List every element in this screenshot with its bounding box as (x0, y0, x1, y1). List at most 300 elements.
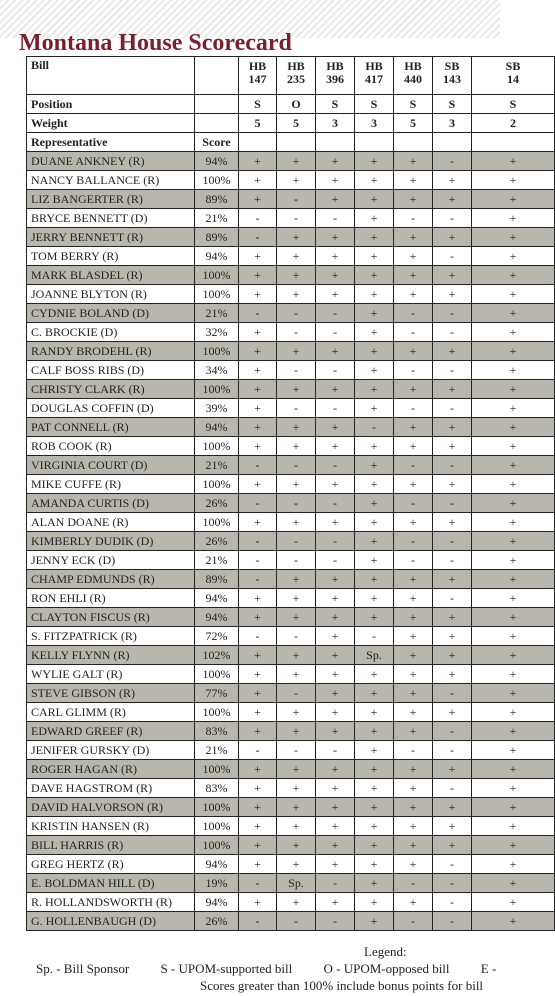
vote-cell: - (316, 532, 355, 551)
vote-cell: + (355, 589, 394, 608)
vote-cell: - (433, 874, 472, 893)
vote-cell: + (433, 646, 472, 665)
column-header-empty (239, 133, 277, 152)
weight-label: Weight (27, 114, 195, 133)
score-cell: 26% (195, 912, 239, 931)
representative-name: CHAMP EDMUNDS (R) (27, 570, 195, 589)
vote-cell: + (239, 760, 277, 779)
vote-cell: - (316, 551, 355, 570)
vote-cell: + (472, 418, 555, 437)
vote-cell: - (433, 361, 472, 380)
vote-cell: - (433, 247, 472, 266)
vote-cell: + (433, 285, 472, 304)
vote-cell: + (277, 475, 316, 494)
vote-cell: + (433, 228, 472, 247)
vote-cell: - (433, 855, 472, 874)
table-row (27, 323, 555, 342)
vote-cell: + (394, 342, 433, 361)
vote-cell: + (394, 171, 433, 190)
legend-item: S - UPOM-supported bill (160, 961, 293, 976)
vote-cell: - (316, 456, 355, 475)
scorecard-table (26, 56, 555, 931)
vote-cell: + (355, 285, 394, 304)
vote-cell: - (239, 627, 277, 646)
bill-score-spacer (195, 57, 239, 95)
vote-cell: + (277, 779, 316, 798)
vote-cell: + (472, 323, 555, 342)
vote-cell: + (239, 190, 277, 209)
vote-cell: + (239, 646, 277, 665)
representative-name: BRYCE BENNETT (D) (27, 209, 195, 228)
representative-name: DUANE ANKNEY (R) (27, 152, 195, 171)
score-cell: 94% (195, 418, 239, 437)
bill-id-cell (394, 57, 433, 95)
legend-note: Scores greater than 100% include bonus points for bill (200, 978, 484, 993)
bill-prefix: HB (404, 59, 422, 73)
vote-cell: - (239, 494, 277, 513)
table-row (27, 760, 555, 779)
score-cell: 94% (195, 247, 239, 266)
vote-cell: - (239, 456, 277, 475)
vote-cell: - (394, 532, 433, 551)
vote-cell: + (355, 266, 394, 285)
vote-cell: + (472, 874, 555, 893)
vote-cell: + (277, 570, 316, 589)
vote-cell: + (277, 855, 316, 874)
vote-cell: + (394, 836, 433, 855)
representative-name: JENIFER GURSKY (D) (27, 741, 195, 760)
vote-cell: - (316, 399, 355, 418)
vote-cell: + (355, 570, 394, 589)
vote-cell: - (277, 551, 316, 570)
vote-cell: + (355, 532, 394, 551)
scorecard-table-wrapper (26, 56, 521, 940)
table-row (27, 342, 555, 361)
vote-cell: + (472, 741, 555, 760)
table-row (27, 912, 555, 931)
score-cell: 100% (195, 285, 239, 304)
score-cell: 72% (195, 627, 239, 646)
vote-cell: - (239, 741, 277, 760)
vote-cell: + (277, 665, 316, 684)
vote-cell: + (394, 380, 433, 399)
representative-name: C. BROCKIE (D) (27, 323, 195, 342)
vote-cell: + (239, 608, 277, 627)
position-cell: S (394, 95, 433, 114)
vote-cell: + (277, 342, 316, 361)
vote-cell: + (472, 646, 555, 665)
vote-cell: - (239, 532, 277, 551)
vote-cell: + (472, 247, 555, 266)
table-row (27, 380, 555, 399)
representative-name: TOM BERRY (R) (27, 247, 195, 266)
vote-cell: - (277, 323, 316, 342)
score-cell: 26% (195, 532, 239, 551)
vote-cell: + (239, 247, 277, 266)
vote-cell: + (433, 380, 472, 399)
vote-cell: - (277, 684, 316, 703)
table-row (27, 646, 555, 665)
vote-cell: + (355, 703, 394, 722)
vote-cell: + (472, 893, 555, 912)
vote-cell: + (394, 437, 433, 456)
weight-cell: 5 (239, 114, 277, 133)
legend-title: Legend: (364, 944, 407, 959)
representative-name: VIRGINIA COURT (D) (27, 456, 195, 475)
table-row (27, 779, 555, 798)
vote-cell: + (355, 722, 394, 741)
bill-number: 143 (443, 72, 461, 86)
vote-cell: - (277, 912, 316, 931)
vote-cell: + (355, 665, 394, 684)
vote-cell: - (239, 912, 277, 931)
vote-cell: + (472, 342, 555, 361)
vote-cell: - (394, 361, 433, 380)
score-cell: 100% (195, 836, 239, 855)
vote-cell: - (394, 399, 433, 418)
representative-name: ROB COOK (R) (27, 437, 195, 456)
vote-cell: + (316, 646, 355, 665)
score-cell: 21% (195, 551, 239, 570)
vote-cell: + (355, 152, 394, 171)
vote-cell: + (394, 817, 433, 836)
vote-cell: - (394, 741, 433, 760)
vote-cell: - (433, 532, 472, 551)
vote-cell: - (316, 323, 355, 342)
score-cell: 100% (195, 703, 239, 722)
vote-cell: + (316, 722, 355, 741)
legend-item: Sp. - Bill Sponsor (36, 961, 130, 976)
vote-cell: + (277, 380, 316, 399)
score-cell: 94% (195, 855, 239, 874)
bill-prefix: HB (248, 59, 267, 73)
vote-cell: + (394, 247, 433, 266)
position-cell: S (472, 95, 555, 114)
vote-cell: + (472, 399, 555, 418)
vote-cell: + (277, 703, 316, 722)
vote-cell: + (394, 684, 433, 703)
score-cell: 21% (195, 741, 239, 760)
score-header: Score (195, 133, 239, 152)
vote-cell: + (472, 266, 555, 285)
vote-cell: - (433, 399, 472, 418)
vote-cell: + (277, 247, 316, 266)
vote-cell: + (277, 266, 316, 285)
vote-cell: + (277, 228, 316, 247)
representative-name: CALF BOSS RIBS (D) (27, 361, 195, 380)
vote-cell: + (472, 627, 555, 646)
representative-name: STEVE GIBSON (R) (27, 684, 195, 703)
vote-cell: + (316, 608, 355, 627)
vote-cell: + (239, 323, 277, 342)
vote-cell: + (472, 703, 555, 722)
vote-cell: + (239, 855, 277, 874)
bill-prefix: SB (505, 59, 521, 73)
score-cell: 32% (195, 323, 239, 342)
score-cell: 94% (195, 152, 239, 171)
vote-cell: + (433, 437, 472, 456)
legend-item: E - (480, 961, 497, 976)
vote-cell: - (433, 912, 472, 931)
vote-cell: + (277, 171, 316, 190)
vote-cell: + (316, 798, 355, 817)
vote-cell: + (355, 171, 394, 190)
score-cell: 34% (195, 361, 239, 380)
vote-cell: + (239, 798, 277, 817)
vote-cell: + (239, 893, 277, 912)
vote-cell: + (355, 456, 394, 475)
vote-cell: - (239, 551, 277, 570)
table-row (27, 418, 555, 437)
table-row (27, 817, 555, 836)
vote-cell: + (277, 893, 316, 912)
vote-cell: + (433, 513, 472, 532)
vote-cell: - (277, 209, 316, 228)
vote-cell: + (472, 608, 555, 627)
vote-cell: Sp. (277, 874, 316, 893)
score-cell: 83% (195, 722, 239, 741)
vote-cell: - (316, 741, 355, 760)
table-row (27, 247, 555, 266)
table-row (27, 304, 555, 323)
vote-cell: + (472, 209, 555, 228)
position-cell: S (316, 95, 355, 114)
table-row (27, 475, 555, 494)
vote-cell: + (394, 665, 433, 684)
representative-name: JERRY BENNETT (R) (27, 228, 195, 247)
vote-cell: + (316, 152, 355, 171)
representative-name: BILL HARRIS (R) (27, 836, 195, 855)
bill-label: Bill (27, 57, 195, 95)
representative-name: CLAYTON FISCUS (R) (27, 608, 195, 627)
vote-cell: + (355, 228, 394, 247)
vote-cell: - (394, 874, 433, 893)
vote-cell: - (277, 304, 316, 323)
vote-cell: + (433, 342, 472, 361)
vote-cell: - (277, 190, 316, 209)
table-row (27, 171, 555, 190)
representative-name: ALAN DOANE (R) (27, 513, 195, 532)
vote-cell: - (433, 893, 472, 912)
table-row (27, 874, 555, 893)
vote-cell: + (316, 380, 355, 399)
vote-cell: + (394, 779, 433, 798)
vote-cell: - (394, 912, 433, 931)
vote-cell: + (433, 570, 472, 589)
vote-cell: + (316, 570, 355, 589)
vote-cell: + (472, 570, 555, 589)
vote-cell: + (239, 475, 277, 494)
vote-cell: + (472, 513, 555, 532)
vote-cell: + (355, 494, 394, 513)
vote-cell: + (355, 342, 394, 361)
score-cell: 100% (195, 798, 239, 817)
bill-number: 14 (507, 72, 519, 86)
position-spacer (195, 95, 239, 114)
score-cell: 26% (195, 494, 239, 513)
vote-cell: + (239, 418, 277, 437)
table-row (27, 190, 555, 209)
vote-cell: + (239, 703, 277, 722)
vote-cell: + (355, 190, 394, 209)
vote-cell: + (355, 361, 394, 380)
vote-cell: - (433, 152, 472, 171)
vote-cell: + (472, 494, 555, 513)
bill-id-cell (316, 57, 355, 95)
score-cell: 77% (195, 684, 239, 703)
vote-cell: + (472, 475, 555, 494)
vote-cell: + (433, 190, 472, 209)
vote-cell: - (316, 494, 355, 513)
vote-cell: + (472, 684, 555, 703)
score-cell: 100% (195, 342, 239, 361)
bill-number: 147 (248, 72, 267, 86)
vote-cell: - (433, 304, 472, 323)
representative-name: CARL GLIMM (R) (27, 703, 195, 722)
weight-cell: 3 (355, 114, 394, 133)
vote-cell: - (316, 912, 355, 931)
representative-name: KIMBERLY DUDIK (D) (27, 532, 195, 551)
bill-number: 235 (287, 72, 305, 86)
table-row (27, 589, 555, 608)
representative-header: Representative (27, 133, 195, 152)
vote-cell: + (316, 266, 355, 285)
table-row (27, 836, 555, 855)
score-cell: 89% (195, 228, 239, 247)
column-header-empty (355, 133, 394, 152)
vote-cell: - (239, 570, 277, 589)
vote-cell: - (316, 874, 355, 893)
column-header-row (27, 133, 555, 152)
vote-cell: + (316, 342, 355, 361)
score-cell: 94% (195, 893, 239, 912)
vote-cell: + (472, 855, 555, 874)
score-cell: 100% (195, 266, 239, 285)
vote-cell: + (355, 209, 394, 228)
score-cell: 100% (195, 380, 239, 399)
vote-cell: + (355, 608, 394, 627)
vote-cell: + (472, 190, 555, 209)
representative-name: AMANDA CURTIS (D) (27, 494, 195, 513)
score-cell: 94% (195, 589, 239, 608)
table-row (27, 513, 555, 532)
representative-name: DOUGLAS COFFIN (D) (27, 399, 195, 418)
vote-cell: + (355, 874, 394, 893)
vote-cell: - (394, 494, 433, 513)
vote-cell: + (394, 703, 433, 722)
vote-cell: - (277, 399, 316, 418)
vote-cell: + (355, 247, 394, 266)
vote-cell: + (316, 703, 355, 722)
vote-cell: + (355, 798, 394, 817)
weight-row (27, 114, 555, 133)
vote-cell: + (355, 437, 394, 456)
vote-cell: + (277, 608, 316, 627)
vote-cell: + (472, 152, 555, 171)
vote-cell: - (277, 361, 316, 380)
score-cell: 100% (195, 665, 239, 684)
vote-cell: + (472, 817, 555, 836)
table-row (27, 361, 555, 380)
vote-cell: + (433, 760, 472, 779)
vote-cell: + (472, 779, 555, 798)
vote-cell: + (239, 266, 277, 285)
vote-cell: + (433, 836, 472, 855)
bill-id-cell (239, 57, 277, 95)
vote-cell: - (433, 494, 472, 513)
vote-cell: + (355, 893, 394, 912)
weight-cell: 3 (316, 114, 355, 133)
column-header-empty (394, 133, 433, 152)
table-row (27, 532, 555, 551)
vote-cell: + (394, 513, 433, 532)
representative-name: S. FITZPATRICK (R) (27, 627, 195, 646)
score-cell: 89% (195, 190, 239, 209)
table-row (27, 722, 555, 741)
vote-cell: + (239, 779, 277, 798)
page-title: Montana House Scorecard (19, 30, 292, 56)
vote-cell: - (277, 627, 316, 646)
vote-cell: + (277, 152, 316, 171)
vote-cell: - (433, 456, 472, 475)
table-row (27, 228, 555, 247)
vote-cell: + (394, 190, 433, 209)
vote-cell: - (239, 304, 277, 323)
bill-prefix: HB (365, 59, 383, 73)
representative-name: CYDNIE BOLAND (D) (27, 304, 195, 323)
vote-cell: + (316, 836, 355, 855)
vote-cell: + (472, 722, 555, 741)
vote-cell: + (472, 456, 555, 475)
vote-cell: + (394, 855, 433, 874)
table-row (27, 456, 555, 475)
legend (36, 961, 524, 977)
table-row (27, 893, 555, 912)
score-cell: 100% (195, 513, 239, 532)
vote-cell: + (355, 399, 394, 418)
representative-name: JOANNE BLYTON (R) (27, 285, 195, 304)
representative-name: KRISTIN HANSEN (R) (27, 817, 195, 836)
bill-header-row (27, 57, 555, 95)
vote-cell: + (472, 437, 555, 456)
vote-cell: + (394, 893, 433, 912)
vote-cell: + (239, 665, 277, 684)
vote-cell: - (277, 494, 316, 513)
representative-name: WYLIE GALT (R) (27, 665, 195, 684)
vote-cell: + (394, 722, 433, 741)
vote-cell: + (355, 684, 394, 703)
weight-cell: 5 (394, 114, 433, 133)
vote-cell: + (394, 418, 433, 437)
vote-cell: + (316, 665, 355, 684)
vote-cell: + (433, 817, 472, 836)
vote-cell: + (277, 513, 316, 532)
representative-name: R. HOLLANDSWORTH (R) (27, 893, 195, 912)
score-cell: 100% (195, 437, 239, 456)
vote-cell: + (316, 285, 355, 304)
vote-cell: - (394, 551, 433, 570)
vote-cell: + (472, 304, 555, 323)
vote-cell: + (316, 627, 355, 646)
vote-cell: + (472, 760, 555, 779)
vote-cell: + (394, 627, 433, 646)
table-row (27, 627, 555, 646)
vote-cell: + (316, 589, 355, 608)
table-row (27, 703, 555, 722)
vote-cell: + (433, 703, 472, 722)
bill-prefix: HB (326, 59, 344, 73)
representative-name: JENNY ECK (D) (27, 551, 195, 570)
